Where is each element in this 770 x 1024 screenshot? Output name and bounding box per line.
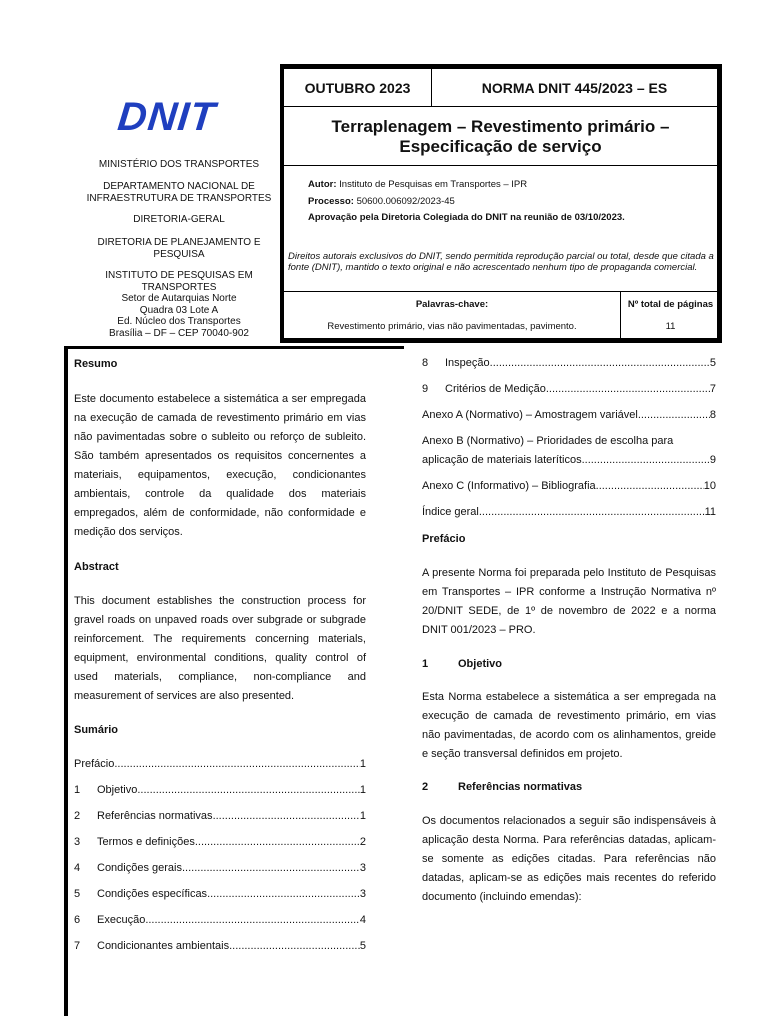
toc-entry-title: Termos e definições <box>97 836 195 848</box>
author: Instituto de Pesquisas em Transportes – IPR <box>339 179 528 190</box>
toc-entry-number: 6 <box>74 914 81 926</box>
abstract-heading: Abstract <box>74 561 119 573</box>
norm-date: OUTUBRO 2023 <box>284 69 432 106</box>
toc-entry-title: Inspeção <box>445 357 490 369</box>
author-line <box>308 179 527 190</box>
toc-entry[interactable] <box>74 859 366 878</box>
table-of-contents-continued <box>422 354 716 399</box>
approval: Aprovação pela Diretoria Colegiada do DNIT na reunião de 03/10/2023. <box>308 212 625 223</box>
toc-entry-title: Execução <box>97 914 146 926</box>
toc-entry-page: 5 <box>359 940 366 952</box>
section-title: Objetivo <box>458 658 503 670</box>
toc-entry-page: 1 <box>359 810 366 822</box>
process-label: Processo: <box>308 196 354 207</box>
toc-entry-number: 3 <box>74 836 81 848</box>
prefacio-heading: Prefácio <box>422 533 466 545</box>
left-column <box>74 355 366 956</box>
toc-entry-page: 3 <box>359 888 366 900</box>
toc-entry-page: 1 <box>359 784 366 796</box>
toc-dots <box>546 380 710 399</box>
toc-entry-title: Índice geral <box>422 506 479 518</box>
norm-title <box>284 117 717 157</box>
address-line-1: Setor de Autarquias Norte <box>121 293 237 304</box>
section-1-text: Esta Norma estabelece a sistemática a ser empregada na execução de camada de revestimento primário, em vias não pavimentadas, de acordo com os alinhamentos, greide e seção transversal definidos em projeto. <box>422 691 716 760</box>
toc-entry-title: Prefácio <box>74 758 115 770</box>
norm-title-line-2: Especificação de serviço <box>399 137 602 156</box>
toc-entry[interactable] <box>422 503 716 522</box>
toc-dots <box>207 885 360 904</box>
author-label: Autor: <box>308 179 337 190</box>
toc-entry-number: 2 <box>74 810 81 822</box>
approval-line <box>308 212 625 223</box>
total-pages: 11 <box>665 321 676 332</box>
toc-entry[interactable] <box>74 911 366 930</box>
right-column <box>422 354 716 907</box>
toc-entry[interactable] <box>74 885 366 904</box>
toc-entry-page: 2 <box>359 836 366 848</box>
section-number: 1 <box>422 658 429 670</box>
toc-entry-number: 4 <box>74 862 81 874</box>
toc-entry-page: 3 <box>359 862 366 874</box>
toc-dots <box>229 937 360 956</box>
resumo-heading: Resumo <box>74 358 118 370</box>
norm-number: NORMA DNIT 445/2023 – ES <box>481 79 668 96</box>
toc-entry-page: 1 <box>359 758 366 770</box>
toc-entry-title: Condições específicas <box>97 888 208 900</box>
total-pages-label: Nº total de páginas <box>627 299 714 310</box>
section-2-heading <box>422 778 716 797</box>
toc-dots <box>213 807 360 826</box>
toc-entry-number: 5 <box>74 888 81 900</box>
board: DIRETORIA-GERAL <box>133 214 225 225</box>
address-line-3: Ed. Núcleo dos Transportes <box>117 316 241 327</box>
process-line <box>308 196 455 207</box>
toc-entry-title: Critérios de Medição <box>445 383 546 395</box>
dnit-logo <box>115 95 258 139</box>
toc-entry-title: Anexo B (Normativo) – Prioridades de escolha para <box>422 435 674 447</box>
divider <box>284 165 717 166</box>
address-line-2: Quadra 03 Lote A <box>139 304 219 316</box>
toc-entry-page: 7 <box>709 383 716 395</box>
left-margin-bar <box>64 346 68 1016</box>
toc-entry-title: Anexo A (Normativo) – Amostragem variável <box>422 409 638 421</box>
toc-entry-title: Referências normativas <box>97 810 213 822</box>
sumario-heading: Sumário <box>74 724 119 736</box>
institute: INSTITUTO DE PESQUISAS EM TRANSPORTES <box>105 270 253 293</box>
toc-entry[interactable] <box>74 781 366 800</box>
toc-entry-title: Objetivo <box>97 784 138 796</box>
toc-entry-title: Condicionantes ambientais <box>97 940 230 952</box>
toc-entry-number: 7 <box>74 940 81 952</box>
toc-entry[interactable] <box>422 477 716 496</box>
toc-entry-page: 11 <box>704 506 716 518</box>
toc-entry[interactable] <box>74 937 366 956</box>
toc-entry-title: Anexo C (Informativo) – Bibliografia <box>422 480 596 492</box>
section-2-text: Os documentos relacionados a seguir são indispensáveis à aplicação desta Norma. Para referências datadas, aplicam-se somente as edições citadas. Para referências não datadas, aplicam-se as edições mais recentes do referido documento (incluindo emendas): <box>422 815 716 903</box>
norm-header <box>280 64 722 342</box>
resumo-text: Este documento estabelece a sistemática a ser empregada na execução de camada de revestimento primário em vias não pavimentadas sobre o subleito ou reforço de subleito. São também apresentados os requisitos concernentes a materiais, equipamentos, execução, condicionantes ambientais, controle da qualidade dos materiais empregados, além de conformidade, não conformidade e medição dos serviços. <box>74 393 366 538</box>
planning-board: DIRETORIA DE PLANEJAMENTO E PESQUISA <box>97 237 261 260</box>
toc-entry-page: 8 <box>709 409 716 421</box>
dnit-logo-text: DNIT <box>115 95 218 139</box>
toc-entry-number: 1 <box>74 784 81 796</box>
section-1-heading <box>422 655 716 674</box>
toc-dots <box>145 911 360 930</box>
toc-dots <box>114 755 360 774</box>
toc-entry[interactable] <box>422 380 716 399</box>
prefacio-text: A presente Norma foi preparada pelo Instituto de Pesquisas em Transportes – IPR conforme a Instrução Normativa nº 20/DNIT SEDE, de 1º de novembro de 2022 e a norma DNIT 001/2023 – PRO. <box>422 567 716 636</box>
divider <box>284 291 717 292</box>
toc-entry[interactable] <box>74 755 366 774</box>
department: DEPARTAMENTO NACIONAL DE INFRAESTRUTURA DE TRANSPORTES <box>86 181 272 204</box>
section-number: 2 <box>422 781 429 793</box>
toc-entry-number: 8 <box>422 357 429 369</box>
toc-dots <box>638 406 710 425</box>
divider <box>280 338 722 343</box>
divider <box>64 346 404 349</box>
toc-entry-annex-b[interactable] <box>422 432 716 470</box>
process-number: 50600.006092/2023-45 <box>356 196 455 207</box>
toc-dots <box>585 451 710 470</box>
header-top-row <box>284 69 717 107</box>
institute-address <box>80 270 278 339</box>
toc-entry-page: 4 <box>359 914 366 926</box>
toc-entry-page: 9 <box>709 454 716 466</box>
toc-dots <box>182 859 360 878</box>
table-of-contents <box>74 755 366 956</box>
toc-dots <box>195 833 360 852</box>
toc-entry-line <box>422 451 716 470</box>
toc-dots <box>137 781 360 800</box>
keywords: Revestimento primário, vias não pavimentadas, pavimento. <box>327 321 577 332</box>
toc-entry[interactable] <box>422 406 716 425</box>
toc-dots <box>596 477 704 496</box>
toc-entry-title: aplicação de materiais lateríticos. <box>422 454 585 466</box>
norm-title-line-1: Terraplenagem – Revestimento primário – <box>331 117 670 136</box>
toc-entry-page: 5 <box>709 357 716 369</box>
address-line-4: Brasília – DF – CEP 70040-902 <box>109 327 249 339</box>
toc-dots <box>490 354 710 373</box>
toc-entry[interactable] <box>422 354 716 373</box>
abstract-text: This document establishes the construction process for gravel roads on unpaved roads over subgrade or subgrade reinforcement. The requirements concerning materials, equipment, environmental conditions, quality control of used materials, compliance, non-compliance and measurement of services are also presented. <box>74 595 366 702</box>
toc-entry[interactable] <box>74 807 366 826</box>
toc-entry[interactable] <box>74 833 366 852</box>
ministry: MINISTÉRIO DOS TRANSPORTES <box>98 159 260 170</box>
section-title: Referências normativas <box>458 781 583 793</box>
keywords-label: Palavras-chave: <box>415 299 489 310</box>
copyright-notice: Direitos autorais exclusivos do DNIT, sendo permitida reprodução parcial ou total, desde que citada a fonte (DNIT), mantido o texto original e não acrescentado nenhum tipo de propaganda comercial. <box>288 251 714 273</box>
toc-entry-number: 9 <box>422 383 429 395</box>
toc-entry-title: Condições gerais <box>97 862 182 874</box>
toc-dots <box>479 503 705 522</box>
toc-entry-page: 10 <box>703 480 716 492</box>
